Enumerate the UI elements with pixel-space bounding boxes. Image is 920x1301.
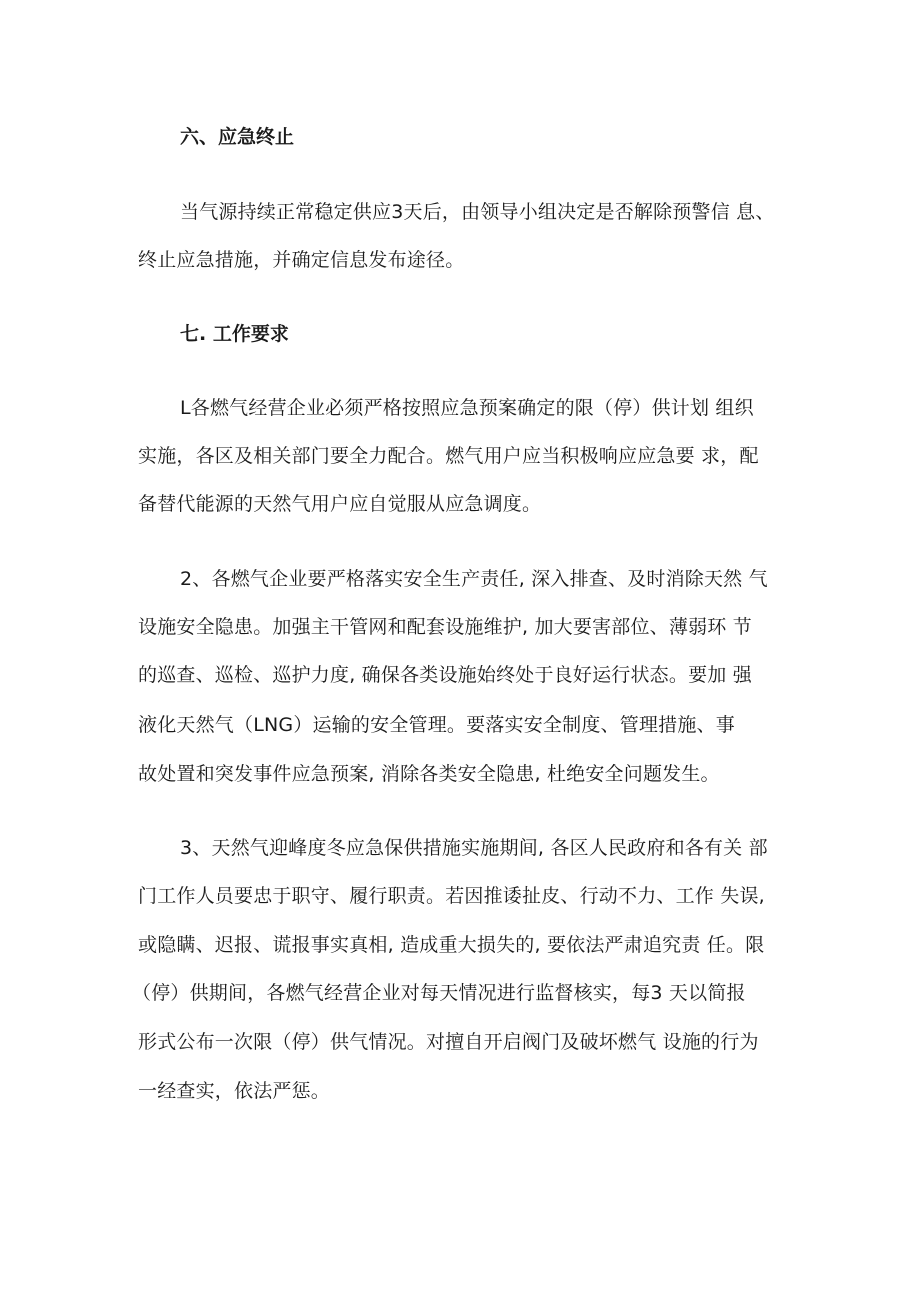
item-2-line: 的巡查、巡检、巡护力度, 确保各类设施始终处于良好运行状态。要加 强 (138, 664, 752, 686)
item-3-line: 门工作人员要忠于职守、履行职责。若因推诿扯皮、行动不力、工作 失误, (138, 885, 765, 907)
item-2-line: 2、各燃气企业要严格落实安全生产责任, 深入排查、及时消除天然 气 (180, 568, 768, 590)
section-6-paragraph-line: 终止应急措施，并确定信息发布途径。 (138, 249, 465, 271)
item-2-line: 设施安全隐患。加强主干管网和配套设施维护, 加大要害部位、薄弱环 节 (138, 616, 752, 638)
item-2-line: 液化天然气（LNG）运输的安全管理。要落实安全制度、管理措施、事 (138, 714, 735, 736)
section-6-heading: 六、应急终止 (180, 126, 295, 148)
item-1-line: 备替代能源的天然气用户应自觉服从应急调度。 (138, 493, 542, 515)
item-3-line: 或隐瞒、迟报、谎报事实真相, 造成重大损失的, 要依法严肃追究责 任。限 (138, 934, 765, 956)
item-3-line: 一经查实，依法严惩。 (138, 1080, 331, 1102)
item-1-line: 实施，各区及相关部门要全力配合。燃气用户应当积极响应应急要 求，配 (138, 445, 759, 467)
item-1-line: L各燃气经营企业必须严格按照应急预案确定的限（停）供计划 组织 (180, 397, 754, 419)
item-2-line: 故处置和突发事件应急预案, 消除各类安全隐患, 杜绝安全问题发生。 (138, 763, 720, 785)
item-3-line: （停）供期间，各燃气经营企业对每天情况进行监督核实，每3 天以简报 (132, 982, 746, 1004)
item-3-line: 形式公布一次限（停）供气情况。对擅自开启阀门及破坏燃气 设施的行为 (138, 1031, 759, 1053)
section-6-paragraph-line: 当气源持续正常稳定供应3天后，由领导小组决定是否解除预警信 息、 (180, 201, 775, 223)
item-3-line: 3、天然气迎峰度冬应急保供措施实施期间, 各区人民政府和各有关 部 (180, 837, 768, 859)
section-7-heading: 七. 工作要求 (180, 323, 289, 345)
